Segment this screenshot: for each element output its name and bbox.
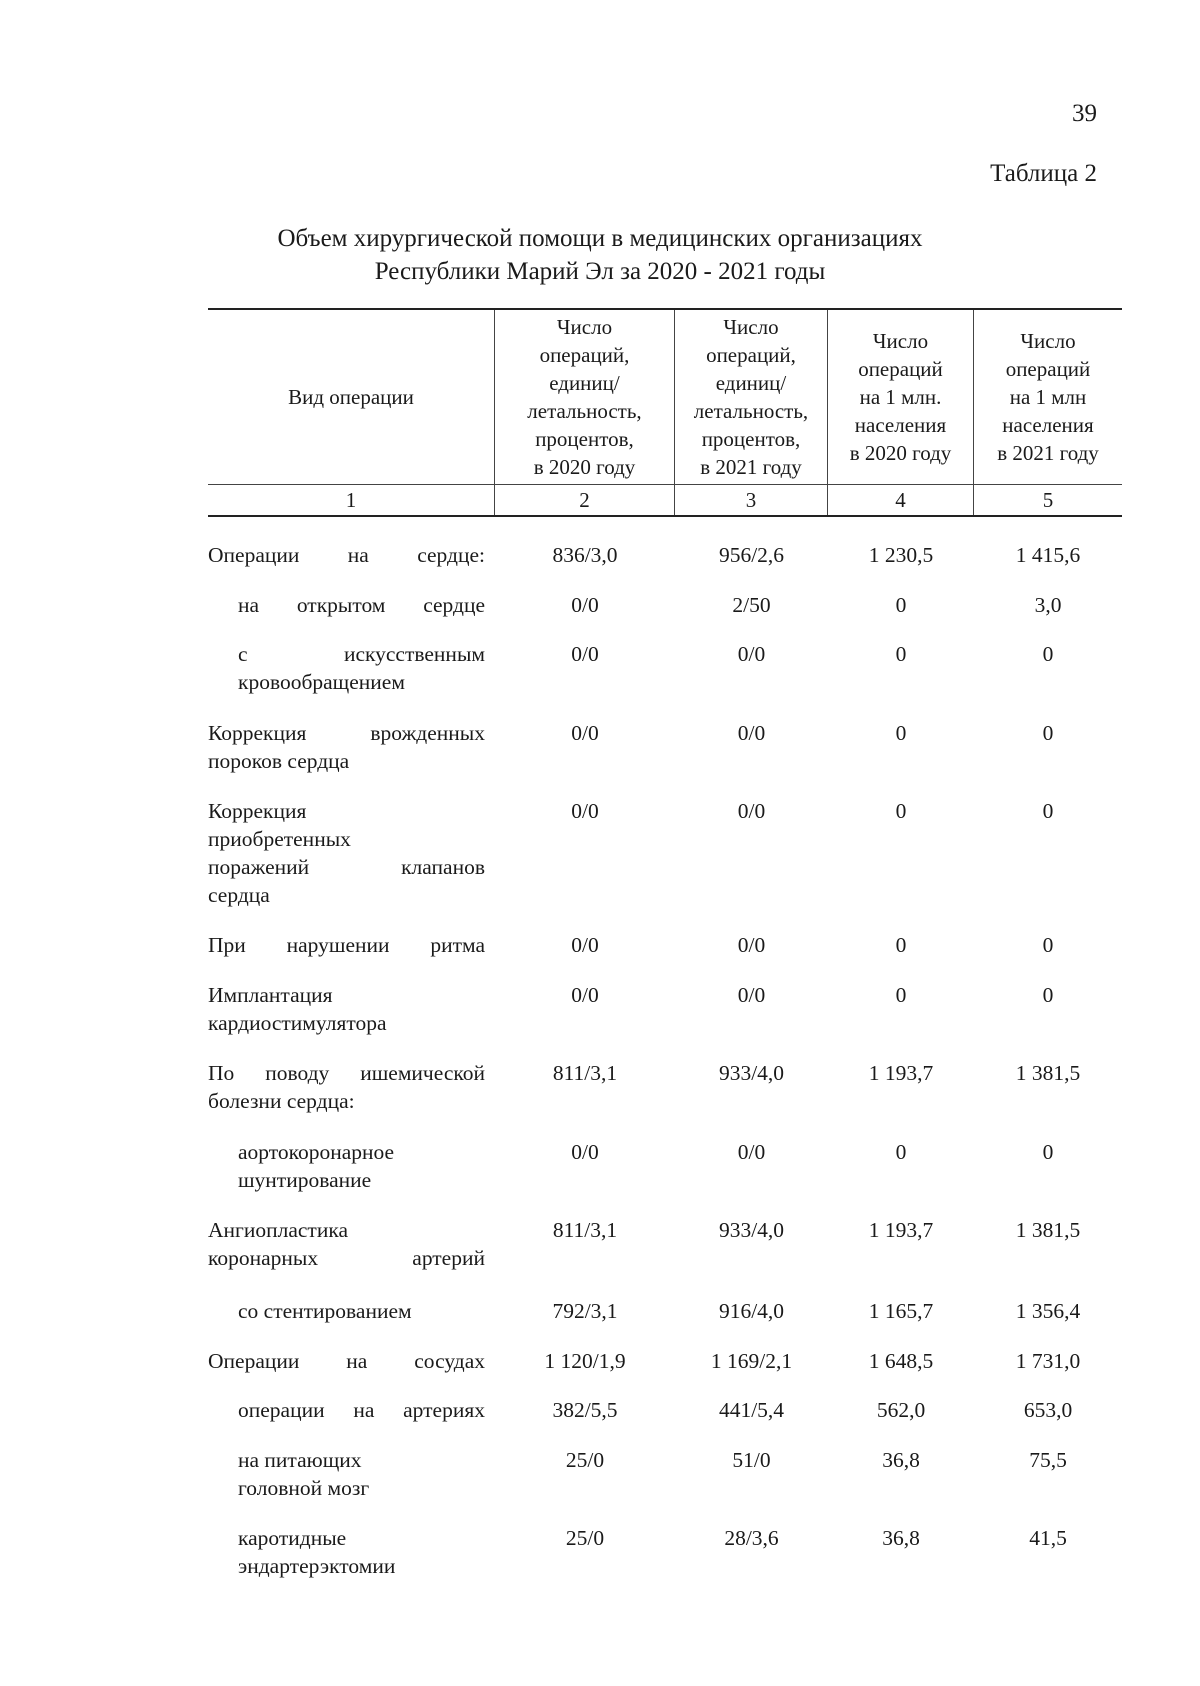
- cell-value: 1 731,0: [1015, 1349, 1081, 1373]
- table-title: [0, 222, 1200, 288]
- column-header-line: операций,: [539, 343, 630, 367]
- row-label-word: на: [238, 593, 260, 617]
- cell-value: 0: [895, 799, 907, 823]
- cell-value: 0: [895, 983, 907, 1007]
- column-header-line: единиц/: [715, 371, 787, 395]
- row-label: [208, 981, 485, 1037]
- cell-value: 0: [1042, 721, 1054, 745]
- cell-value: 382/5,5: [552, 1398, 618, 1422]
- cell-value: 0: [895, 721, 907, 745]
- cell-value: 0/0: [737, 983, 766, 1007]
- column-header: [828, 310, 974, 484]
- row-label-line: [238, 1138, 485, 1166]
- row-label-word: ишемической: [360, 1061, 485, 1085]
- column-header-line: операций: [858, 357, 943, 381]
- row-label-word: Операции: [208, 543, 300, 567]
- column-header-line: летальность,: [527, 399, 642, 423]
- column-number: 4: [828, 484, 974, 515]
- row-label-word: на питающих: [238, 1448, 362, 1472]
- cell-value: 0/0: [571, 799, 599, 823]
- row-label-line: [238, 640, 485, 668]
- row-label: [208, 1216, 485, 1272]
- row-label-line: [208, 1087, 485, 1115]
- row-label-line: [238, 1552, 485, 1580]
- row-label: [238, 1446, 485, 1502]
- row-label-word: сердце:: [417, 543, 485, 567]
- row-label-word: с: [238, 642, 248, 666]
- column-header-line: операций: [1005, 357, 1091, 381]
- row-label-line: [238, 1446, 485, 1474]
- cell-value: 36,8: [882, 1526, 920, 1550]
- row-label-word: врожденных: [370, 721, 485, 745]
- column-header: [675, 310, 828, 484]
- cell-value: 0/0: [571, 721, 599, 745]
- row-label-word: приобретенных: [208, 827, 351, 851]
- cell-value: 0/0: [737, 721, 766, 745]
- cell-value: 0/0: [571, 1140, 599, 1164]
- cell-value: 653,0: [1023, 1398, 1073, 1422]
- row-label-word: открытом: [296, 593, 386, 617]
- row-label: [208, 719, 485, 775]
- row-label-line: [238, 1474, 485, 1502]
- row-label-word: шунтирование: [238, 1168, 372, 1192]
- cell-value: 0: [895, 593, 907, 617]
- column-header-line: Число: [723, 315, 779, 339]
- row-label-word: артериях: [403, 1398, 485, 1422]
- row-label-word: сосудах: [414, 1349, 485, 1373]
- cell-value: 836/3,0: [552, 543, 618, 567]
- row-label-line: [238, 1396, 485, 1424]
- row-label-word: операции: [238, 1398, 325, 1422]
- cell-value: 3,0: [1034, 593, 1062, 617]
- title-line: Республики Марий Эл за 2020 - 2021 годы: [374, 258, 826, 285]
- row-label-word: клапанов: [401, 855, 485, 879]
- row-label: [208, 931, 485, 959]
- column-header-line: процентов,: [535, 427, 634, 451]
- column-header-line: Число: [872, 329, 929, 353]
- row-label: [238, 1396, 485, 1424]
- row-label-line: [208, 825, 485, 853]
- column-header-line: летальность,: [693, 399, 809, 423]
- column-number: 5: [974, 484, 1122, 515]
- cell-value: 1 169/2,1: [710, 1349, 793, 1373]
- column-number: 1: [208, 484, 495, 515]
- cell-value: 1 381,5: [1015, 1218, 1081, 1242]
- row-label: [238, 1297, 485, 1325]
- column-header: [208, 310, 495, 484]
- cell-value: 0/0: [737, 1140, 766, 1164]
- cell-value: 1 648,5: [868, 1349, 934, 1373]
- cell-value: 75,5: [1029, 1448, 1067, 1472]
- row-label: [208, 541, 485, 569]
- cell-value: 28/3,6: [724, 1526, 779, 1550]
- column-number: 3: [675, 484, 828, 515]
- row-label-word: артерий: [412, 1246, 485, 1270]
- row-label: [208, 1059, 485, 1115]
- cell-value: 0/0: [571, 933, 599, 957]
- table-label: Таблица 2: [990, 160, 1097, 187]
- column-header-line: на 1 млн.: [859, 385, 942, 409]
- cell-value: 0/0: [571, 642, 599, 666]
- row-label-line: [238, 1297, 485, 1325]
- row-label-line: [238, 1524, 485, 1552]
- row-label-word: на: [346, 1349, 368, 1373]
- row-label-word: кровообращением: [238, 670, 405, 694]
- row-label-line: [208, 1347, 485, 1375]
- cell-value: 1 120/1,9: [544, 1349, 626, 1373]
- row-label-word: болезни сердца:: [208, 1089, 355, 1113]
- column-header-line: Вид операции: [288, 385, 414, 409]
- column-header-line: Число: [1020, 329, 1076, 353]
- row-label-line: [238, 1166, 485, 1194]
- cell-value: 0: [1042, 1140, 1054, 1164]
- cell-value: 41,5: [1029, 1526, 1067, 1550]
- cell-value: 0: [1042, 983, 1054, 1007]
- row-label: [208, 797, 485, 909]
- row-label-word: сердце: [423, 593, 485, 617]
- cell-value: 0/0: [737, 642, 766, 666]
- cell-value: 956/2,6: [718, 543, 785, 567]
- column-header-line: Число: [556, 315, 613, 339]
- cell-value: 1 356,4: [1015, 1299, 1081, 1323]
- table-header: [208, 308, 1122, 517]
- column-header-line: в 2021 году: [997, 441, 1099, 465]
- row-label-word: аортокоронарное: [238, 1140, 395, 1164]
- row-label-word: нарушении: [286, 933, 390, 957]
- row-label-line: [208, 1244, 485, 1272]
- row-label-line: [208, 797, 485, 825]
- row-label-word: При: [208, 933, 246, 957]
- row-label-line: [208, 881, 485, 909]
- cell-value: 0/0: [571, 593, 599, 617]
- title-line: Объем хирургической помощи в медицинских организациях: [277, 225, 923, 252]
- row-label-word: головной мозг: [238, 1476, 370, 1500]
- column-number: 2: [495, 484, 675, 515]
- row-label-line: [208, 1059, 485, 1087]
- cell-value: 1 165,7: [868, 1299, 934, 1323]
- cell-value: 0/0: [737, 933, 766, 957]
- column-header: [974, 310, 1122, 484]
- row-label-line: [208, 719, 485, 747]
- cell-value: 933/4,0: [718, 1218, 785, 1242]
- column-header-line: на 1 млн: [1009, 385, 1087, 409]
- row-label-line: [238, 591, 485, 619]
- cell-value: 0: [895, 933, 907, 957]
- cell-value: 25/0: [565, 1526, 605, 1550]
- cell-value: 1 193,7: [868, 1218, 934, 1242]
- cell-value: 0: [1042, 933, 1054, 957]
- row-label-word: По: [208, 1061, 235, 1085]
- column-header-line: населения: [854, 413, 947, 437]
- cell-value: 811/3,1: [552, 1218, 618, 1242]
- column-header-line: в 2020 году: [849, 441, 952, 465]
- row-label-line: [208, 1009, 485, 1037]
- column-header-line: единиц/: [549, 371, 620, 395]
- cell-value: 0: [895, 642, 907, 666]
- row-label-word: на: [347, 543, 369, 567]
- column-header-line: операций,: [706, 343, 796, 367]
- cell-value: 562,0: [876, 1398, 926, 1422]
- cell-value: 933/4,0: [718, 1061, 785, 1085]
- row-label-line: [208, 853, 485, 881]
- row-label: [238, 640, 485, 696]
- column-header-line: процентов,: [701, 427, 801, 451]
- row-label-word: искусственным: [343, 642, 485, 666]
- row-label-word: эндартерэктомии: [238, 1554, 396, 1578]
- cell-value: 916/4,0: [718, 1299, 785, 1323]
- row-label-line: [208, 931, 485, 959]
- row-label-line: [208, 747, 485, 775]
- row-label-word: ритма: [430, 933, 485, 957]
- row-label: [238, 1524, 485, 1580]
- row-label-word: кардиостимулятора: [208, 1011, 387, 1035]
- cell-value: 0: [895, 1140, 907, 1164]
- row-label-word: на: [353, 1398, 375, 1422]
- column-header-line: населения: [1002, 413, 1094, 437]
- row-label-word: коронарных: [208, 1246, 319, 1270]
- row-label-word: Коррекция: [208, 721, 307, 745]
- row-label-word: сердца: [208, 883, 270, 907]
- row-label-word: поражений: [208, 855, 310, 879]
- row-label-word: пороков сердца: [208, 749, 350, 773]
- page-number: 39: [1072, 100, 1097, 127]
- cell-value: 792/3,1: [552, 1299, 618, 1323]
- row-label-line: [238, 668, 485, 696]
- row-label-word: Операции: [208, 1349, 300, 1373]
- cell-value: 441/5,4: [718, 1398, 785, 1422]
- cell-value: 0/0: [737, 799, 766, 823]
- cell-value: 0/0: [571, 983, 599, 1007]
- cell-value: 811/3,1: [552, 1061, 618, 1085]
- column-header-line: в 2021 году: [700, 455, 802, 479]
- row-label-line: [208, 1216, 485, 1244]
- row-label: [238, 591, 485, 619]
- row-label-word: Имплантация: [208, 983, 333, 1007]
- row-label: [208, 1347, 485, 1375]
- cell-value: 1 230,5: [868, 543, 934, 567]
- cell-value: 25/0: [565, 1448, 605, 1472]
- row-label-word: со стентированием: [238, 1299, 412, 1323]
- row-label-line: [208, 541, 485, 569]
- row-label-word: Ангиопластика: [208, 1218, 348, 1242]
- cell-value: 0: [1042, 799, 1054, 823]
- column-header-line: в 2020 году: [533, 455, 636, 479]
- cell-value: 1 193,7: [868, 1061, 934, 1085]
- cell-value: 51/0: [732, 1448, 771, 1472]
- cell-value: 2/50: [732, 593, 771, 617]
- cell-value: 1 415,6: [1015, 543, 1081, 567]
- row-label-word: каротидные: [238, 1526, 347, 1550]
- cell-value: 1 381,5: [1015, 1061, 1081, 1085]
- row-label-word: Коррекция: [208, 799, 307, 823]
- row-label-word: поводу: [265, 1061, 330, 1085]
- row-label-line: [208, 981, 485, 1009]
- row-label: [238, 1138, 485, 1194]
- cell-value: 0: [1042, 642, 1054, 666]
- column-header: [495, 310, 675, 484]
- cell-value: 36,8: [882, 1448, 920, 1472]
